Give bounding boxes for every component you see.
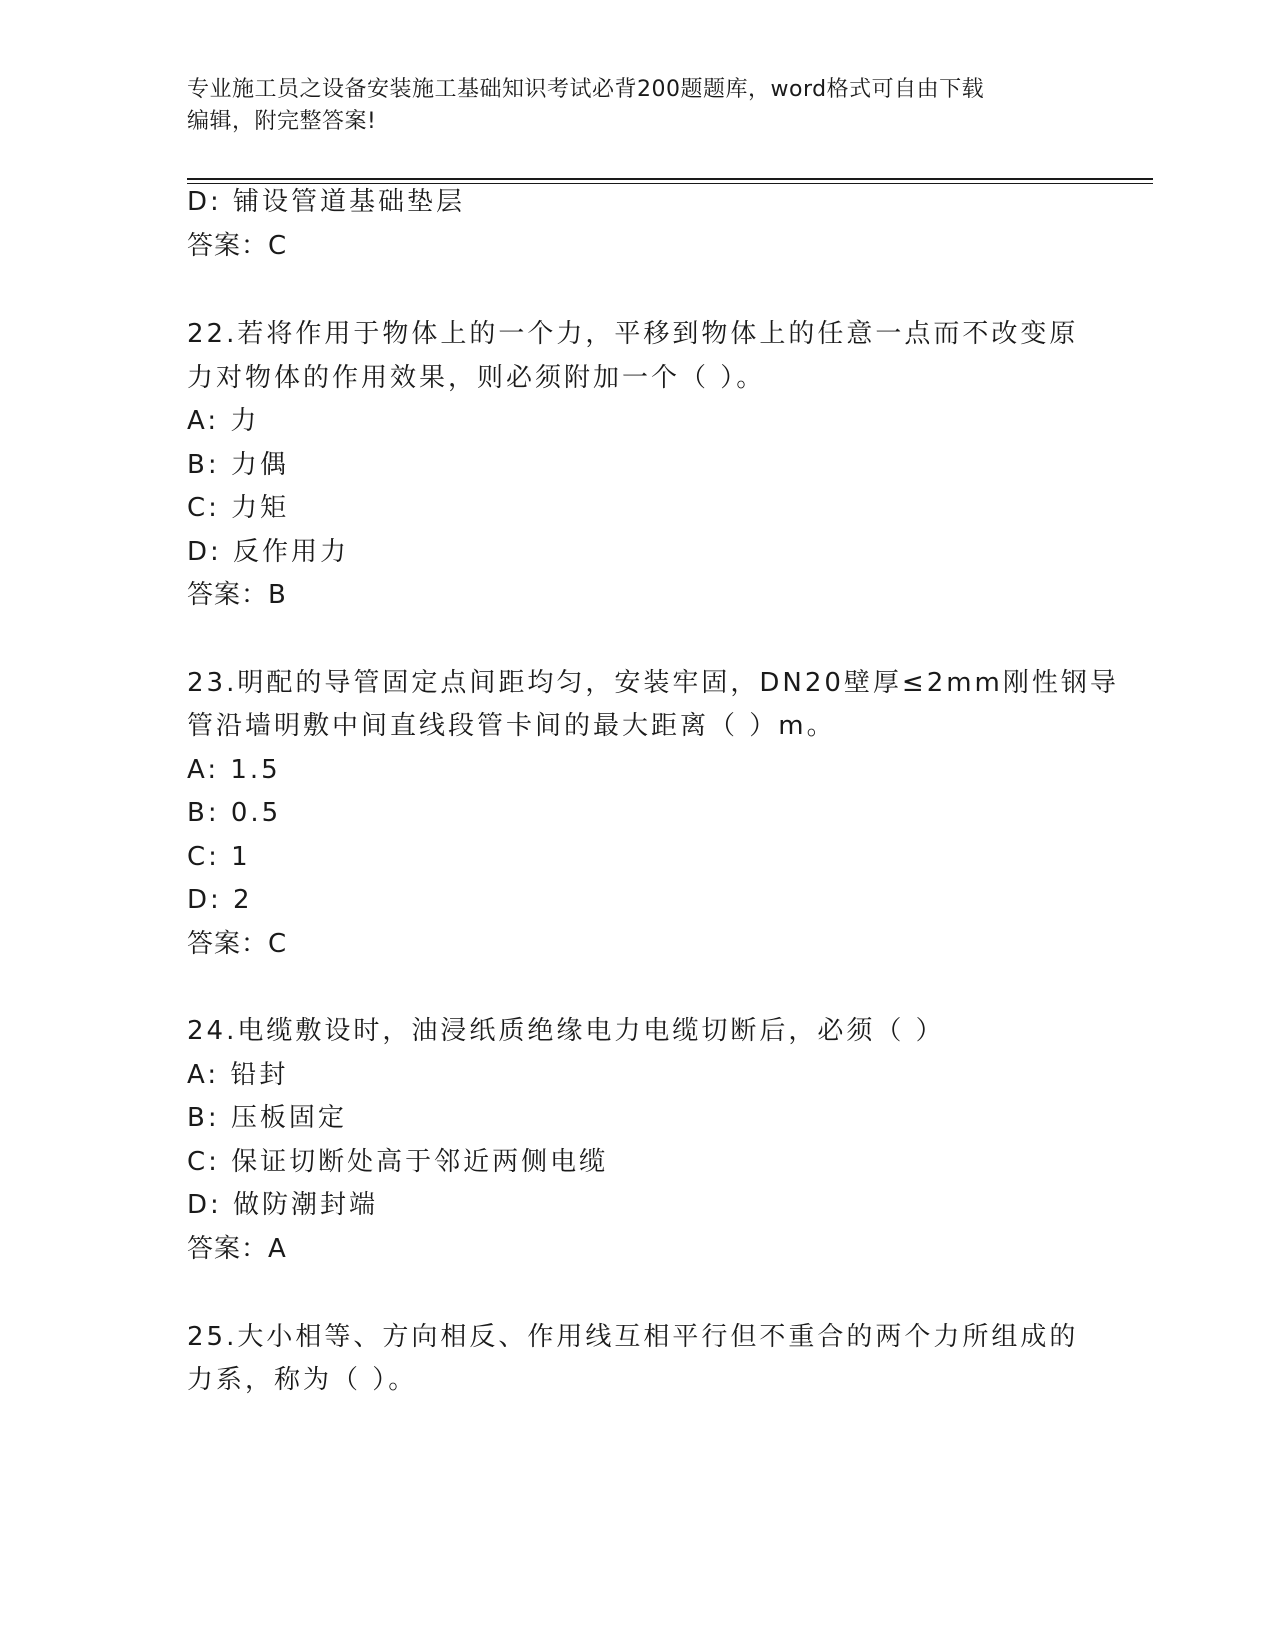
- header-divider-thin: [187, 183, 1153, 184]
- document-header: [187, 74, 1067, 138]
- q23-option-b: B: 0.5: [187, 798, 282, 828]
- q23-option-c: C: 1: [187, 842, 251, 872]
- prev-option-d: D: 铺设管道基础垫层: [187, 187, 466, 217]
- q22-option-d: D: 反作用力: [187, 537, 350, 567]
- q23-stem-line-1: 23.明配的导管固定点间距均匀，安装牢固，DN20壁厚≤2mm刚性钢导: [187, 668, 1119, 698]
- prev-answer: 答案：C: [187, 231, 288, 261]
- q22-stem-line-1: 22.若将作用于物体上的一个力，平移到物体上的任意一点而不改变原: [187, 319, 1079, 349]
- header-line-1: 专业施工员之设备安装施工基础知识考试必背200题题库，word格式可自由下载: [187, 77, 985, 102]
- header-divider-thick: [187, 178, 1153, 180]
- q23-option-a: A: 1.5: [187, 755, 281, 785]
- q22-answer: 答案：B: [187, 580, 287, 610]
- q25-stem-line-2: 力系，称为（ ）。: [187, 1365, 418, 1395]
- q24-option-d: D: 做防潮封端: [187, 1190, 379, 1220]
- q24-option-b: B: 压板固定: [187, 1103, 347, 1133]
- q24-option-c: C: 保证切断处高于邻近两侧电缆: [187, 1147, 609, 1177]
- q25-stem-line-1: 25.大小相等、方向相反、作用线互相平行但不重合的两个力所组成的: [187, 1322, 1079, 1352]
- q24-stem-line-1: 24.电缆敷设时，油浸纸质绝缘电力电缆切断后，必须（ ）: [187, 1016, 945, 1046]
- q24-answer: 答案：A: [187, 1234, 287, 1264]
- header-line-2: 编辑，附完整答案!: [187, 109, 377, 134]
- q22-stem-line-2: 力对物体的作用效果，则必须附加一个（ ）。: [187, 363, 766, 393]
- q23-answer: 答案：C: [187, 929, 288, 959]
- q22-option-a: A: 力: [187, 406, 260, 436]
- q24-option-a: A: 铅封: [187, 1060, 289, 1090]
- q23-option-d: D: 2: [187, 885, 253, 915]
- q22-option-c: C: 力矩: [187, 493, 290, 523]
- q22-option-b: B: 力偶: [187, 450, 289, 480]
- q23-stem-line-2: 管沿墙明敷中间直线段管卡间的最大距离（ ）m。: [187, 711, 836, 741]
